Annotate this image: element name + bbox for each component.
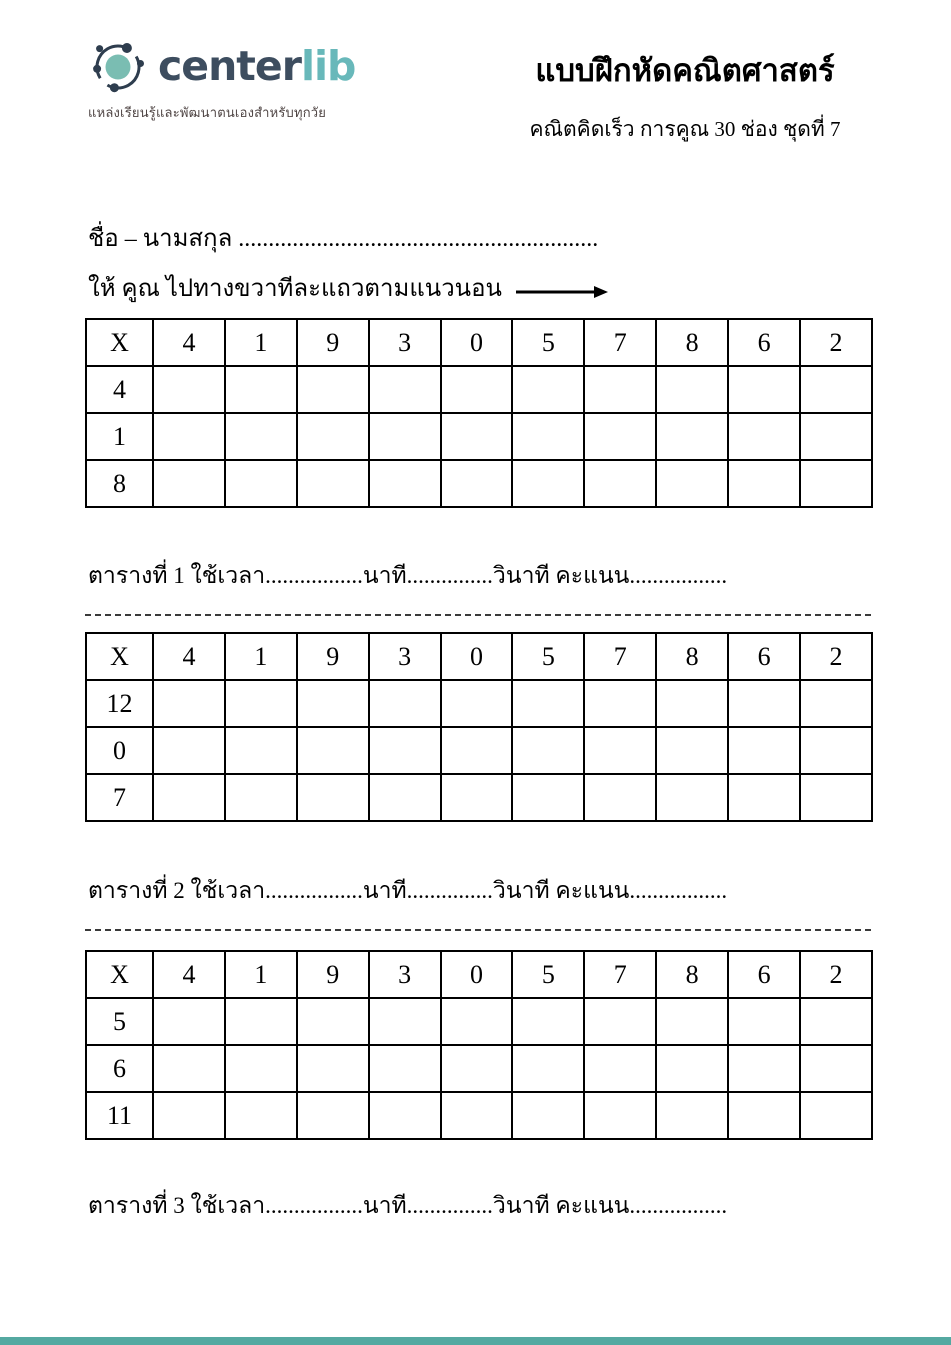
answer-cell [584, 366, 656, 413]
answer-cell [512, 727, 584, 774]
mult-table [85, 318, 873, 508]
answer-cell [369, 680, 441, 727]
answer-cell [800, 774, 872, 821]
name-field-line: ชื่อ – นามสกุล ............................................................ [88, 226, 599, 252]
row-label-cell: 11 [86, 1092, 153, 1139]
answer-cell [728, 680, 800, 727]
page-subtitle: คณิตคิดเร็ว การคูณ 30 ช่อง ชุดที่ 7 [529, 117, 841, 142]
table-2-caption: ตารางที่ 2 ใช้เวลา.................นาที...............วินาที คะแนน................. [88, 878, 728, 903]
brand-logo [88, 34, 355, 123]
column-header-cell: 1 [225, 319, 297, 366]
column-header-cell: 0 [441, 319, 513, 366]
column-header-cell: 0 [441, 633, 513, 680]
column-header-cell: 8 [656, 319, 728, 366]
column-header-cell: 9 [297, 319, 369, 366]
answer-cell [728, 413, 800, 460]
answer-cell [225, 366, 297, 413]
answer-cell [225, 774, 297, 821]
column-header-cell: 2 [800, 633, 872, 680]
column-header-cell: 1 [225, 951, 297, 998]
answer-cell [584, 1092, 656, 1139]
answer-cell [512, 998, 584, 1045]
row-label-cell: 5 [86, 998, 153, 1045]
dashed-separator-1 [85, 614, 871, 616]
table-header-row [86, 319, 872, 366]
brand-tagline: แหล่งเรียนรู้และพัฒนาตนเองสำหรับทุกวัย [88, 106, 327, 121]
dashed-separator-2 [85, 929, 871, 931]
answer-cell [656, 1092, 728, 1139]
answer-cell [584, 1045, 656, 1092]
answer-cell [512, 413, 584, 460]
table-row [86, 998, 872, 1045]
answer-cell [369, 1045, 441, 1092]
answer-cell [512, 1045, 584, 1092]
answer-cell [800, 1045, 872, 1092]
answer-cell [441, 774, 513, 821]
table-row [86, 774, 872, 821]
answer-cell [441, 680, 513, 727]
centerlib-logo-icon [88, 34, 152, 98]
column-header-cell: 9 [297, 633, 369, 680]
answer-cell [800, 998, 872, 1045]
column-header-cell: 6 [728, 319, 800, 366]
answer-cell [584, 460, 656, 507]
multiply-sign-cell: X [86, 951, 153, 998]
answer-cell [728, 727, 800, 774]
table-3-caption: ตารางที่ 3 ใช้เวลา.................นาที...............วินาที คะแนน................. [88, 1193, 728, 1218]
answer-cell [441, 727, 513, 774]
answer-cell [441, 460, 513, 507]
column-header-cell: 3 [369, 951, 441, 998]
answer-cell [153, 680, 225, 727]
column-header-cell: 5 [512, 633, 584, 680]
column-header-cell: 0 [441, 951, 513, 998]
answer-cell [656, 1045, 728, 1092]
answer-cell [153, 366, 225, 413]
bottom-accent-bar [0, 1337, 951, 1345]
answer-cell [297, 727, 369, 774]
column-header-cell: 4 [153, 319, 225, 366]
answer-cell [728, 366, 800, 413]
header-title-block [470, 52, 900, 146]
answer-cell [441, 998, 513, 1045]
row-label-cell: 1 [86, 413, 153, 460]
answer-cell [656, 680, 728, 727]
column-header-cell: 9 [297, 951, 369, 998]
column-header-cell: 3 [369, 633, 441, 680]
answer-cell [297, 998, 369, 1045]
answer-cell [225, 460, 297, 507]
row-label-cell: 12 [86, 680, 153, 727]
table-row [86, 366, 872, 413]
answer-cell [656, 460, 728, 507]
answer-cell [225, 1045, 297, 1092]
table-row [86, 413, 872, 460]
answer-cell [800, 366, 872, 413]
table-row [86, 460, 872, 507]
page-title: แบบฝึกหัดคณิตศาสตร์ [535, 53, 835, 88]
answer-cell [800, 460, 872, 507]
answer-cell [656, 727, 728, 774]
answer-cell [153, 413, 225, 460]
column-header-cell: 2 [800, 319, 872, 366]
column-header-cell: 1 [225, 633, 297, 680]
column-header-cell: 6 [728, 633, 800, 680]
column-header-cell: 8 [656, 633, 728, 680]
answer-cell [728, 1045, 800, 1092]
answer-cell [656, 774, 728, 821]
mult-table [85, 632, 873, 822]
instruction-line [88, 268, 608, 307]
table-header-row [86, 951, 872, 998]
multiply-sign-cell: X [86, 319, 153, 366]
answer-cell [297, 680, 369, 727]
instruction-text: ให้ คูณ ไปทางขวาทีละแถวตามแนวนอน [88, 276, 502, 302]
answer-cell [153, 460, 225, 507]
answer-cell [297, 1092, 369, 1139]
answer-cell [584, 680, 656, 727]
answer-cell [297, 774, 369, 821]
answer-cell [369, 998, 441, 1045]
answer-cell [369, 774, 441, 821]
answer-cell [512, 680, 584, 727]
answer-cell [153, 727, 225, 774]
brand-name-center: center [158, 41, 301, 90]
multiplication-table-3 [85, 950, 871, 1140]
answer-cell [153, 1092, 225, 1139]
answer-cell [584, 998, 656, 1045]
answer-cell [584, 413, 656, 460]
mult-table [85, 950, 873, 1140]
column-header-cell: 7 [584, 951, 656, 998]
answer-cell [441, 1092, 513, 1139]
row-label-cell: 8 [86, 460, 153, 507]
answer-cell [800, 413, 872, 460]
answer-cell [656, 998, 728, 1045]
answer-cell [800, 727, 872, 774]
answer-cell [728, 998, 800, 1045]
answer-cell [512, 1092, 584, 1139]
column-header-cell: 7 [584, 633, 656, 680]
answer-cell [369, 1092, 441, 1139]
answer-cell [297, 460, 369, 507]
column-header-cell: 7 [584, 319, 656, 366]
answer-cell [225, 680, 297, 727]
column-header-cell: 5 [512, 319, 584, 366]
brand-name-lib: lib [300, 41, 356, 90]
row-label-cell: 0 [86, 727, 153, 774]
answer-cell [153, 774, 225, 821]
row-label-cell: 6 [86, 1045, 153, 1092]
answer-cell [656, 413, 728, 460]
table-row [86, 1045, 872, 1092]
multiplication-table-2 [85, 632, 871, 822]
answer-cell [584, 727, 656, 774]
column-header-cell: 4 [153, 951, 225, 998]
answer-cell [297, 366, 369, 413]
answer-cell [369, 727, 441, 774]
answer-cell [728, 1092, 800, 1139]
answer-cell [728, 460, 800, 507]
multiply-sign-cell: X [86, 633, 153, 680]
answer-cell [656, 366, 728, 413]
table-row [86, 727, 872, 774]
column-header-cell: 2 [800, 951, 872, 998]
brand-name [158, 41, 356, 90]
right-arrow-icon [516, 284, 608, 300]
answer-cell [153, 1045, 225, 1092]
answer-cell [512, 460, 584, 507]
answer-cell [369, 460, 441, 507]
table-header-row [86, 633, 872, 680]
answer-cell [225, 1092, 297, 1139]
answer-cell [800, 680, 872, 727]
answer-cell [800, 1092, 872, 1139]
answer-cell [153, 998, 225, 1045]
answer-cell [441, 1045, 513, 1092]
row-label-cell: 7 [86, 774, 153, 821]
answer-cell [512, 366, 584, 413]
column-header-cell: 8 [656, 951, 728, 998]
table-row [86, 680, 872, 727]
answer-cell [225, 727, 297, 774]
answer-cell [225, 998, 297, 1045]
answer-cell [225, 413, 297, 460]
answer-cell [441, 366, 513, 413]
row-label-cell: 4 [86, 366, 153, 413]
column-header-cell: 4 [153, 633, 225, 680]
table-row [86, 1092, 872, 1139]
answer-cell [369, 413, 441, 460]
answer-cell [369, 366, 441, 413]
answer-cell [297, 413, 369, 460]
table-1-caption: ตารางที่ 1 ใช้เวลา.................นาที...............วินาที คะแนน................. [88, 563, 728, 588]
answer-cell [728, 774, 800, 821]
answer-cell [441, 413, 513, 460]
column-header-cell: 6 [728, 951, 800, 998]
answer-cell [297, 1045, 369, 1092]
column-header-cell: 5 [512, 951, 584, 998]
multiplication-table-1 [85, 318, 871, 508]
answer-cell [512, 774, 584, 821]
column-header-cell: 3 [369, 319, 441, 366]
answer-cell [584, 774, 656, 821]
